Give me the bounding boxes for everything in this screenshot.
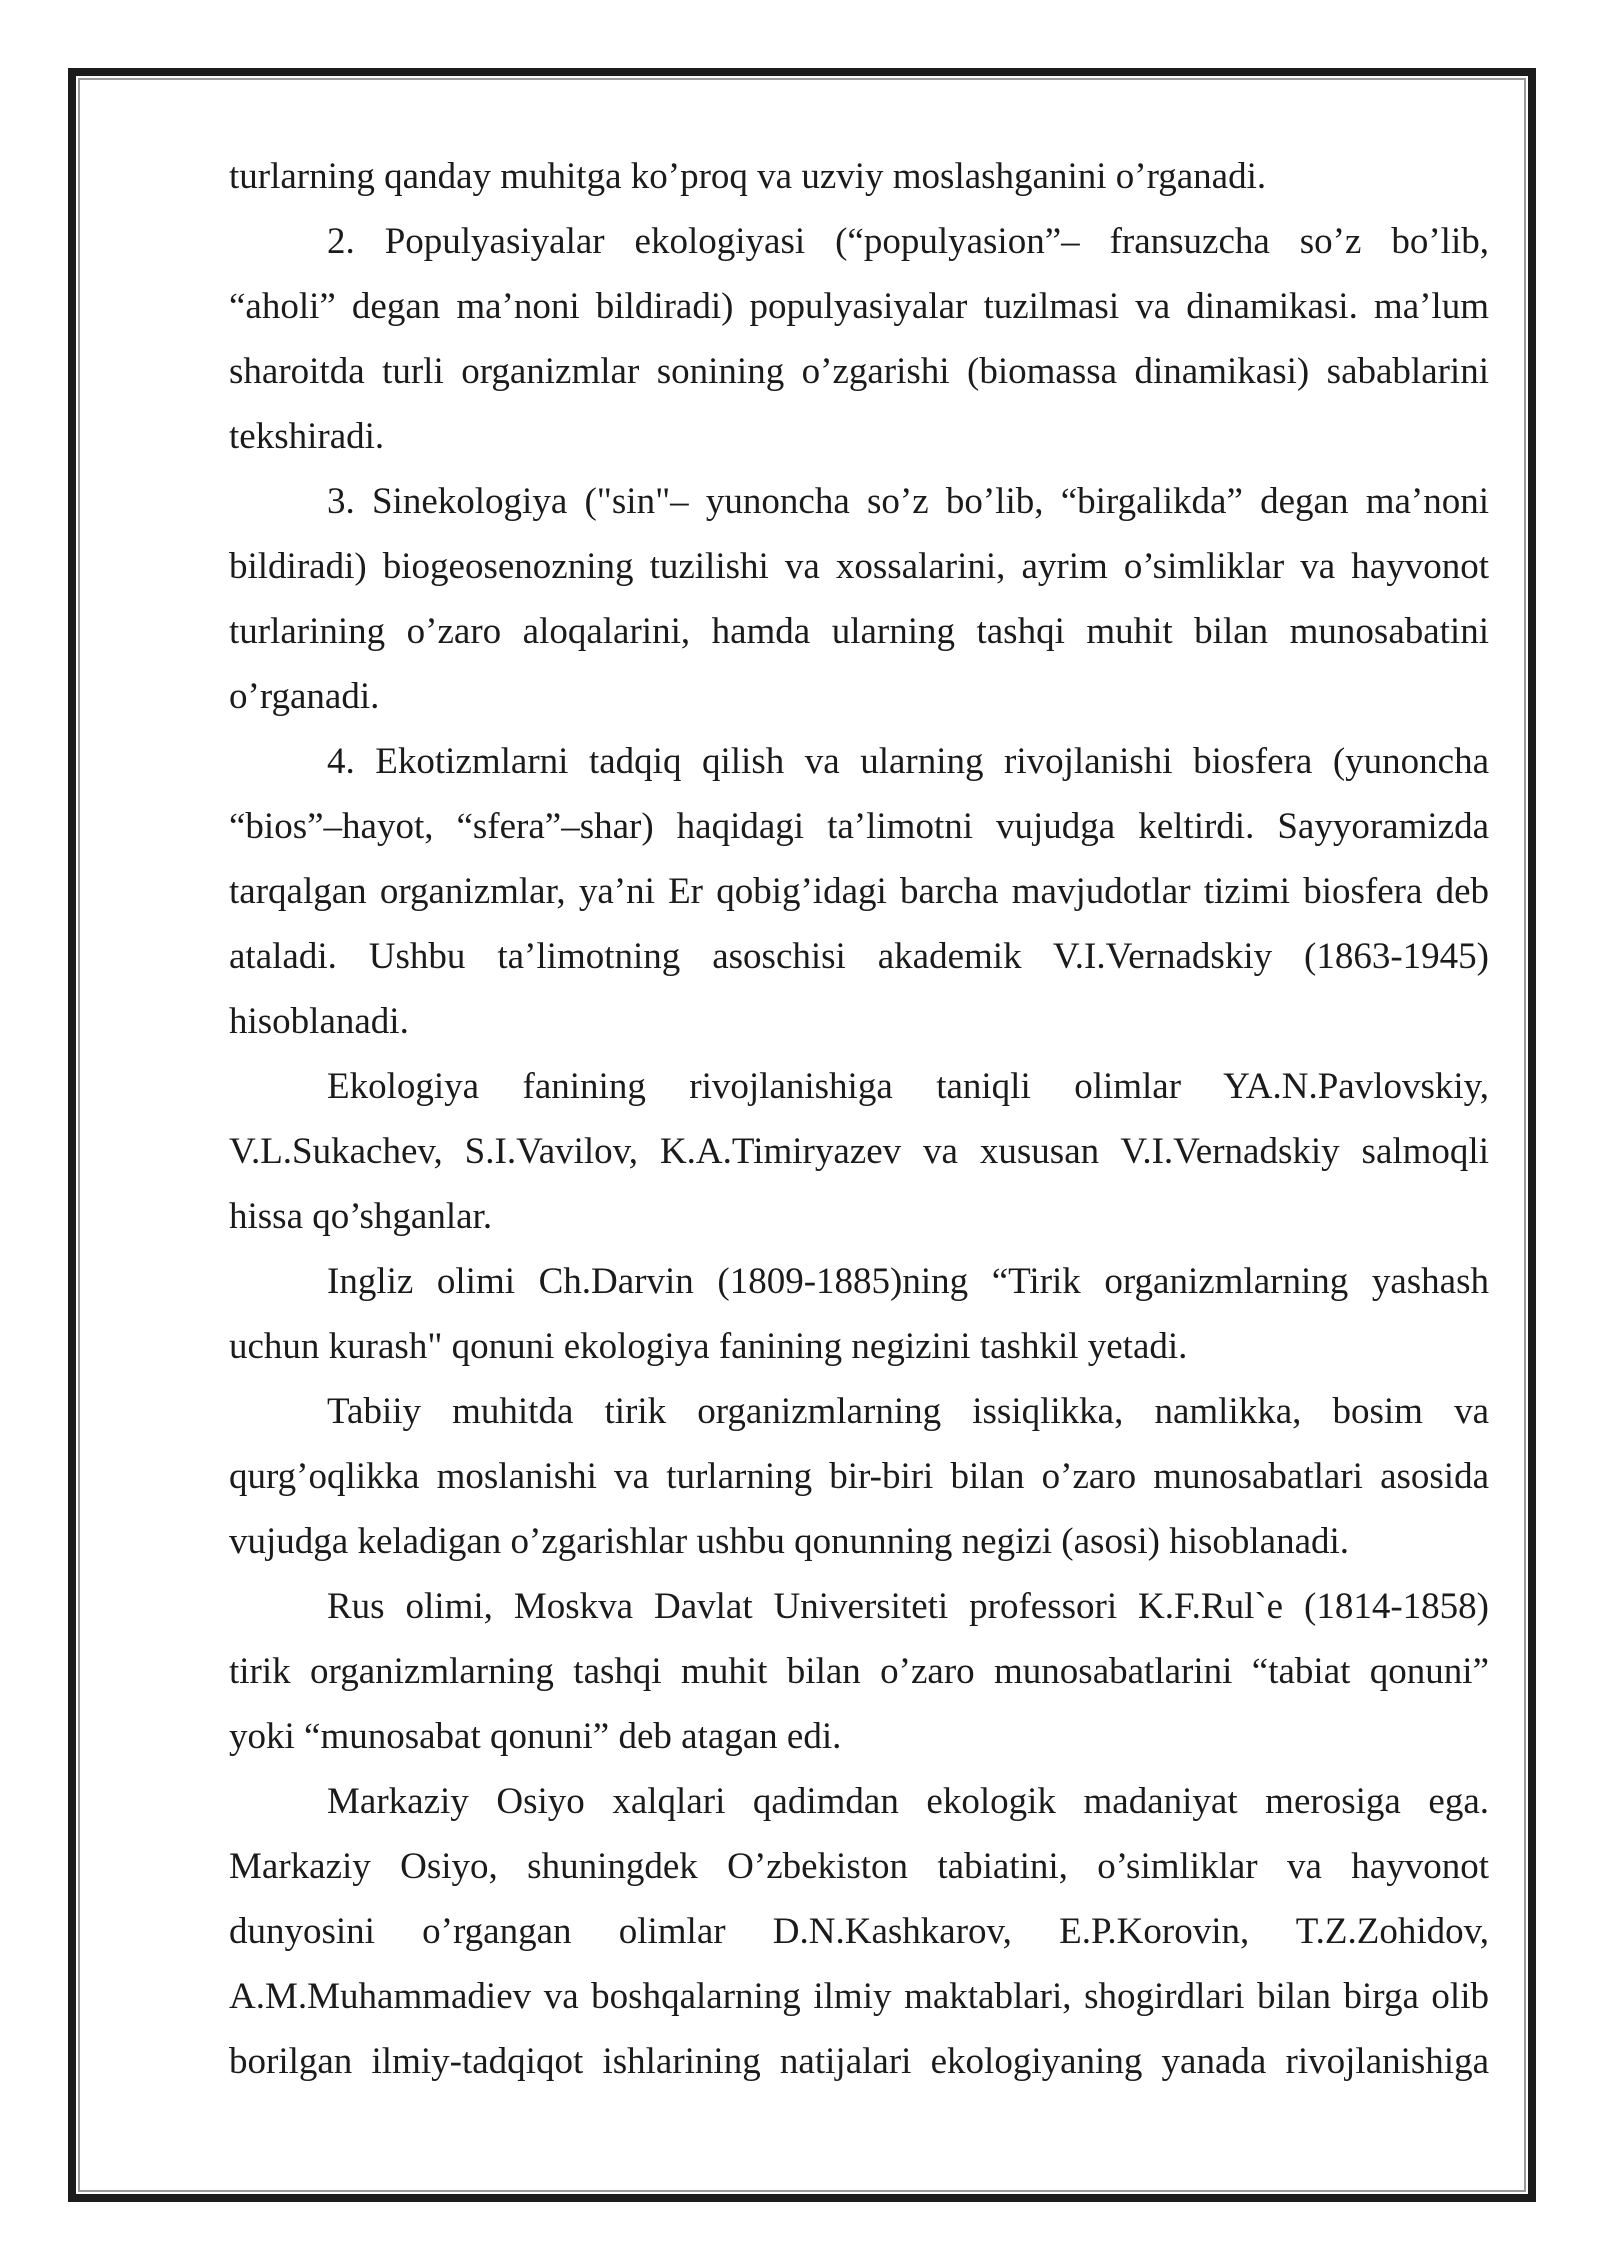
text-line: “aholi” degan ma’noni bildiradi) populyasiyalar tuzilmasi va dinamikasi. ma’lum (229, 286, 1489, 327)
paragraph (229, 1249, 1489, 1379)
text-line: Ingliz olimi Ch.Darvin (1809-1885)ning “Tirik organizmlarning yashash (327, 1261, 1489, 1302)
paragraph (229, 1769, 1489, 2094)
text-line: Tabiiy muhitda tirik organizmlarning issiqlikka, namlikka, bosim va (327, 1391, 1489, 1432)
paragraph (229, 729, 1489, 1054)
text-line: sharoitda turli organizmlar sonining o’zgarishi (biomassa dinamikasi) sabablarini (229, 351, 1489, 392)
text-line: hissa qo’shganlar. (229, 1196, 493, 1237)
text-line: Markaziy Osiyo, shuningdek O’zbekiston tabiatini, o’simliklar va hayvonot (229, 1846, 1489, 1887)
text-line: 3. Sinekologiya ("sin"– yunoncha so’z bo’lib, “birgalikda” degan ma’noni (327, 481, 1489, 522)
paragraph (229, 1574, 1489, 1769)
text-line: bildiradi) biogeosenozning tuzilishi va xossalarini, ayrim o’simliklar va hayvonot (229, 546, 1489, 587)
text-line: 4. Ekotizmlarni tadqiq qilish va ularning rivojlanishi biosfera (yunoncha (327, 741, 1489, 782)
paragraph (229, 144, 1489, 209)
paragraph (229, 469, 1489, 729)
text-line: uchun kurash" qonuni ekologiya fanining negizini tashkil yetadi. (229, 1326, 1188, 1367)
text-line: Rus olimi, Moskva Davlat Universiteti professori K.F.Rul`e (1814-1858) (327, 1586, 1489, 1627)
text-line: Ekologiya fanining rivojlanishiga taniqli olimlar YA.N.Pavlovskiy, (327, 1066, 1489, 1107)
text-line: dunyosini o’rgangan olimlar D.N.Kashkarov, E.P.Korovin, T.Z.Zohidov, (229, 1911, 1489, 1952)
text-line: qurg’oqlikka moslanishi va turlarning bir-biri bilan o’zaro munosabatlari asosida (229, 1456, 1489, 1497)
text-line: ataladi. Ushbu ta’limotning asoschisi akademik V.I.Vernadskiy (1863-1945) (229, 936, 1489, 977)
text-line: tekshiradi. (229, 416, 385, 457)
text-line: tarqalgan organizmlar, ya’ni Er qobig’idagi barcha mavjudotlar tizimi biosfera deb (229, 871, 1489, 912)
text-line: hisoblanadi. (229, 1001, 409, 1042)
text-line: Markaziy Osiyo xalqlari qadimdan ekologik madaniyat merosiga ega. (327, 1781, 1489, 1822)
text-line: tirik organizmlarning tashqi muhit bilan o’zaro munosabatlarini “tabiat qonuni” (229, 1651, 1489, 1692)
paragraph (229, 1379, 1489, 1574)
text-line: borilgan ilmiy-tadqiqot ishlarining natijalari ekologiyaning yanada rivojlanishiga (229, 2041, 1489, 2082)
text-line: yoki “munosabat qonuni” deb atagan edi. (229, 1716, 842, 1757)
text-line: turlarining o’zaro aloqalarini, hamda ularning tashqi muhit bilan munosabatini (229, 611, 1489, 652)
text-line: V.L.Sukachev, S.I.Vavilov, K.A.Timiryazev va xususan V.I.Vernadskiy salmoqli (229, 1131, 1489, 1172)
text-line: vujudga keladigan o’zgarishlar ushbu qonunning negizi (asosi) hisoblanadi. (229, 1521, 1350, 1562)
text-line: 2. Populyasiyalar ekologiyasi (“populyasion”– fransuzcha so’z bo’lib, (327, 221, 1489, 262)
text-line: turlarning qanday muhitga ko’proq va uzviy moslashganini o’rganadi. (229, 156, 1267, 197)
page-text (229, 144, 1489, 2094)
text-line: o’rganadi. (229, 676, 380, 717)
text-line: “bios”–hayot, “sfera”–shar) haqidagi ta’limotni vujudga keltirdi. Sayyoramizda (229, 806, 1489, 847)
paragraph (229, 1054, 1489, 1249)
paragraph (229, 209, 1489, 469)
text-line: A.M.Muhammadiev va boshqalarning ilmiy maktablari, shogirdlari bilan birga olib (229, 1976, 1489, 2017)
